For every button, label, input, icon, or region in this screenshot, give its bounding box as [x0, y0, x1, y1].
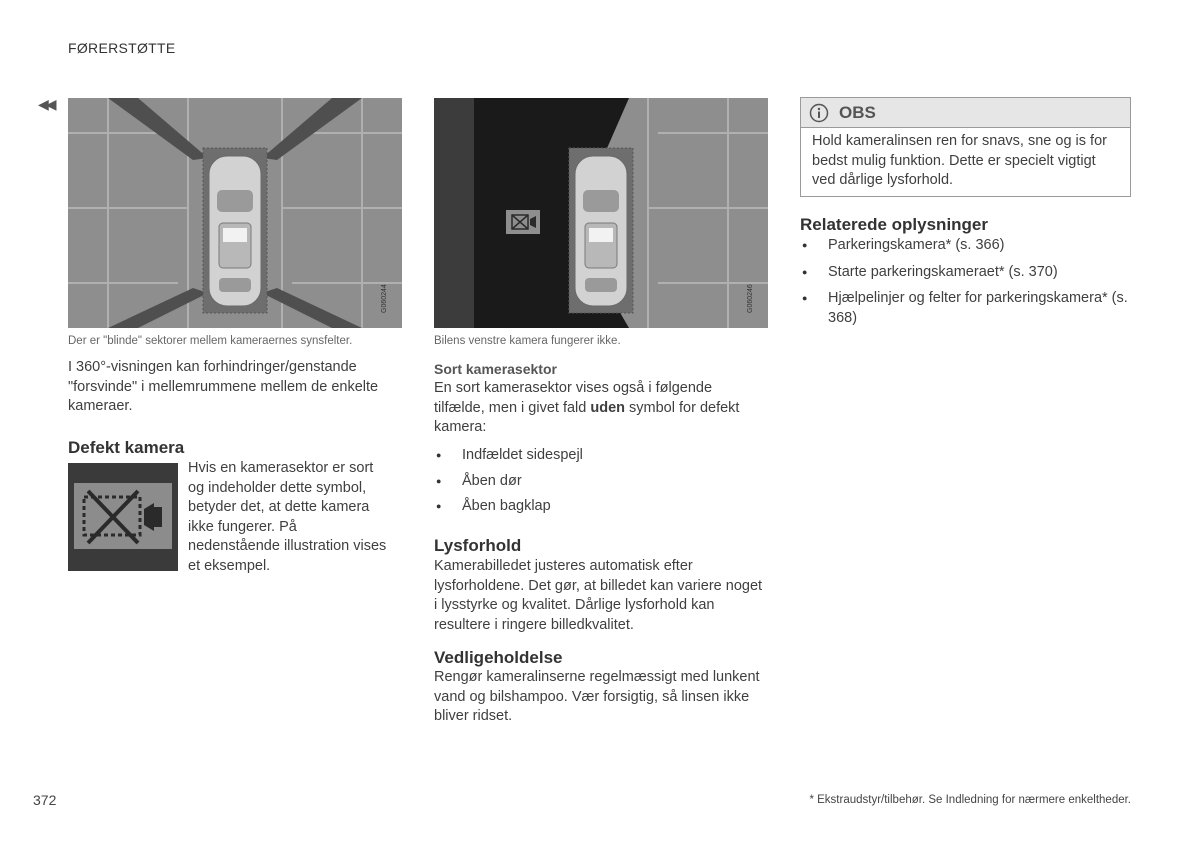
figure-left-camera-failed — [434, 98, 768, 328]
sort-kamerasektor-heading: Sort kamerasektor — [434, 361, 557, 377]
obs-header — [801, 98, 1130, 128]
defekt-kamera-heading: Defekt kamera — [68, 438, 185, 457]
camera-crossed-icon — [68, 463, 178, 571]
list-item: ● Indfældet sidespejl — [434, 446, 754, 466]
figure1-caption: Der er "blinde" sektorer mellem kameraernes synsfelter. — [68, 335, 353, 347]
footnote: * Ekstraudstyr/tilbehør. Se Indledning for nærmere enkeltheder. — [809, 794, 1131, 806]
section-header: FØRERSTØTTE — [68, 40, 176, 56]
related-links-list — [800, 236, 1130, 328]
vedligeholdelse-text: Rengør kameralinserne regelmæssigt med lunkent vand og bilshampoo. Vær forsigtig, så linsen ikke bliver ridset. — [434, 669, 760, 724]
figure-code: G060244 — [381, 284, 388, 313]
intro-paragraph: I 360°-visningen kan forhindringer/genstande "forsvinde" i mellemrummene mellem de enkelte kameraer. — [68, 359, 379, 414]
emphasis-uden: uden — [590, 399, 625, 416]
related-link-parkeringskamera[interactable]: ● Parkeringskamera* (s. 366) — [800, 236, 1130, 256]
sort-bullet-list — [434, 446, 754, 517]
obs-title: OBS — [839, 102, 876, 122]
page-number: 372 — [33, 792, 57, 808]
sort-kamerasektor-text: En sort kamerasektor vises også i følgende tilfælde, men i givet fald uden symbol for defekt kamera: — [434, 380, 740, 435]
list-item: ● Åben dør — [434, 472, 754, 492]
obs-notice-box — [800, 97, 1131, 197]
figure-360-blind-sectors — [68, 98, 402, 328]
double-left-arrow-icon[interactable]: ◀◀ — [38, 96, 54, 112]
vedligeholdelse-heading: Vedligeholdelse — [434, 648, 563, 667]
figure2-caption: Bilens venstre kamera fungerer ikke. — [434, 335, 621, 347]
lysforhold-heading: Lysforhold — [434, 536, 522, 555]
figure-code: G060246 — [747, 284, 754, 313]
obs-text: Hold kameralinsen ren for snavs, sne og is for bedst mulig funktion. Dette er specielt vigtigt ved dårlige lysforhold. — [812, 133, 1107, 188]
info-icon — [809, 103, 829, 123]
related-link-starte-parkeringskameraet[interactable]: ● Starte parkeringskameraet* (s. 370) — [800, 263, 1130, 283]
relaterede-oplysninger-heading: Relaterede oplysninger — [800, 215, 989, 234]
defekt-kamera-text: Hvis en kamerasektor er sort og indeholder dette symbol, betyder det, at dette kamera ikke fungerer. På nedenstående illustration vises et eksempel. — [188, 460, 387, 574]
related-link-hjaelpelinjer[interactable]: ● Hjælpelinjer og felter for parkeringskamera* (s. 368) — [800, 289, 1130, 328]
list-item: ● Åben bagklap — [434, 497, 754, 517]
lysforhold-text: Kamerabilledet justeres automatisk efter lysforholdene. Det gør, at billedet kan variere noget i lysstyrke og kvalitet. Dårlige lysforhold kan resultere i ringere billedkvalitet. — [434, 558, 763, 633]
